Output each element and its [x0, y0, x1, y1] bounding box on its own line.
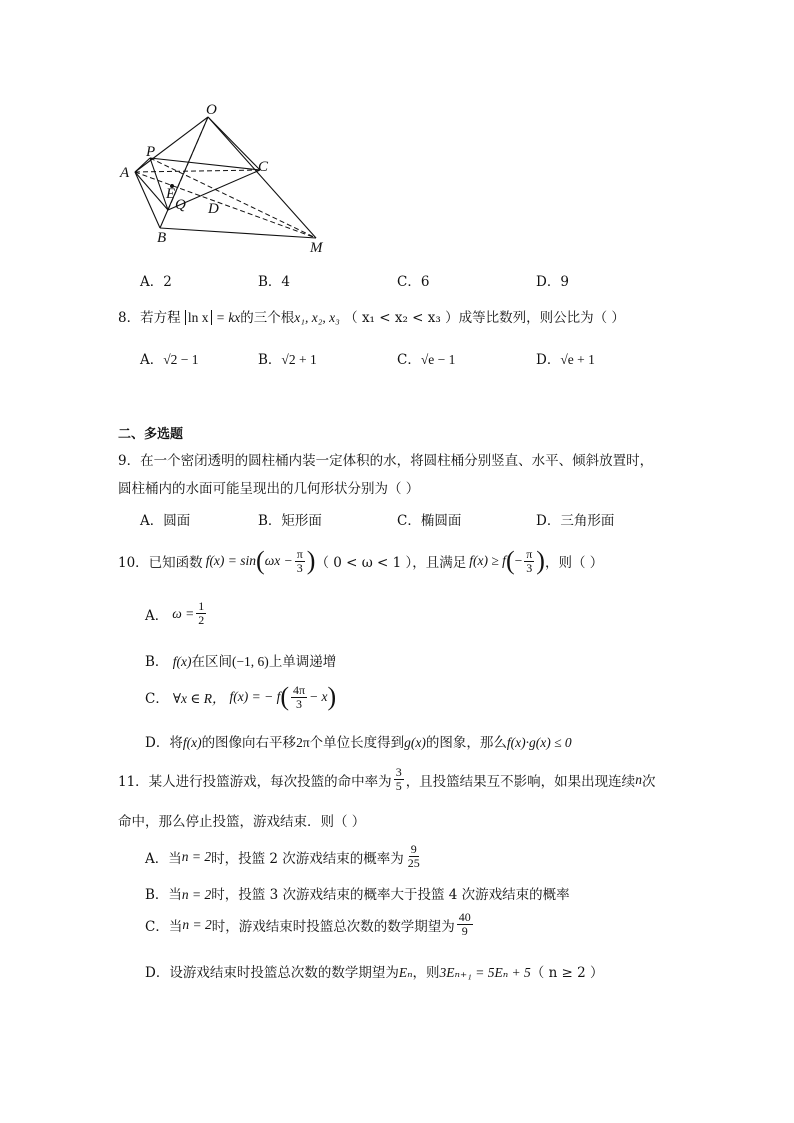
q8-d-value: √e + 1: [560, 352, 595, 367]
q7-option-a: A．2: [140, 274, 172, 290]
label-C: C: [258, 159, 269, 175]
q10-option-c: C． ∀x ∈ R， f(x) = − f ( $\frac{4\pi}{3}$ − x ): [145, 682, 337, 711]
q11-d-equation: 3Eₙ₊₁ = 5Eₙ + 5: [439, 965, 531, 980]
q8-option-b: [258, 348, 317, 368]
q8-c-label: C．: [397, 352, 421, 368]
q10-c-forall: ∀x ∈ R，: [172, 691, 226, 706]
q10-tail: ，则（ ）: [544, 555, 604, 571]
q9-option-a: A．圆面: [140, 513, 191, 529]
q8-number: 8．: [118, 310, 141, 326]
q10-c-num: 4π: [293, 682, 306, 697]
label-M: M: [310, 240, 323, 256]
q11-b-text-1: B．当: [145, 887, 182, 903]
q8-option-a: [140, 348, 199, 368]
question-11-line-1: [118, 766, 655, 793]
q9-option-c: C．椭圆面: [397, 513, 462, 529]
q10-d-gx: g(x): [404, 735, 426, 750]
q11-b-text-2: 时，投篮 3 次游戏结束的概率大于投篮 4 次游戏结束的概率: [211, 887, 570, 903]
q11-d-condition: （ n ≥ 2 ）: [530, 965, 604, 981]
q8-text-1: 若方程: [140, 310, 181, 326]
q10-b-fx: f(x): [172, 654, 192, 669]
q11-p-num: 3: [395, 765, 402, 779]
q10-c-label: C．: [145, 691, 169, 707]
q11-c-n: n = 2: [182, 916, 212, 932]
q11-text-2: ，且投篮结果互不影响，如果出现连续: [405, 773, 636, 790]
q8-option-c: [397, 348, 455, 368]
q10-c-fx: f(x) = − f: [229, 689, 281, 704]
q11-a-text-2: 时，投篮 2 次游戏结束的概率为: [211, 850, 404, 867]
q11-option-a: [145, 843, 424, 870]
question-11-line-2: 命中，那么停止投篮，游戏结束．则（ ）: [118, 814, 366, 830]
q11-c-num: 40: [458, 910, 471, 924]
q8-condition: （ x₁ < x₂ < x₃ ）: [344, 310, 459, 326]
q10-pi-2: π: [526, 546, 533, 561]
label-Q: Q: [175, 197, 186, 213]
q8-text-2: 的三个根: [240, 310, 295, 326]
q10-ineq: f(x) ≥ f: [469, 553, 506, 568]
q8-b-label: B．: [258, 352, 282, 368]
q10-d-label: D．将: [145, 735, 183, 751]
q8-c-value: √e − 1: [420, 352, 456, 367]
q10-b-text: 在区间: [191, 654, 232, 670]
q10-b-label: B．: [145, 654, 169, 670]
q11-option-b: [145, 883, 570, 903]
q11-text-1: 11．某人进行投篮游戏，每次投篮的命中率为: [118, 773, 392, 790]
q11-a-num: 9: [410, 842, 417, 856]
q11-n: n: [635, 771, 642, 787]
q10-d-fx: f(x): [182, 735, 202, 750]
q11-b-n: n = 2: [181, 887, 212, 902]
q10-b-interval: (−1, 6): [231, 654, 269, 669]
q8-a-label: A．: [140, 352, 164, 368]
label-D: D: [208, 201, 219, 217]
q7-option-c: C．6: [397, 274, 430, 290]
q10-fx: f(x) = sin: [205, 553, 257, 568]
q10-a-label: A．: [145, 607, 169, 624]
q8-eq: = kx: [215, 310, 241, 325]
q10-three-2: 3: [526, 560, 533, 575]
q10-option-a: [145, 600, 208, 627]
label-P: P: [146, 144, 156, 160]
q10-d-text-1: 的图像向右平移: [201, 735, 297, 751]
q11-c-den: 9: [461, 924, 468, 938]
q11-p-den: 5: [395, 779, 402, 793]
q8-option-d: [536, 348, 595, 368]
q8-b-value: √2 + 1: [281, 352, 317, 367]
label-O: O: [206, 102, 217, 118]
q10-neg: −: [514, 553, 523, 568]
q10-b-text-2: 上单调递增: [268, 654, 337, 670]
question-10-stem: 10．已知函数 f(x) = sin ( ωx − $\frac{\pi}{3}$ ) （ 0 < ω < 1 ），且满足 f(x) ≥ f ( − $\frac{\pi}{3}$ ) ，则（ ）: [118, 546, 604, 575]
q9-option-b: B．矩形面: [258, 513, 322, 529]
q11-option-d: [145, 961, 604, 981]
q8-roots: x₁, x₂, x₃: [294, 310, 340, 325]
q11-a-n: n = 2: [181, 848, 212, 864]
q10-condition: （ 0 < ω < 1 ），且满足: [315, 555, 467, 571]
q11-c-text-2: 时，游戏结束时投篮总次数的数学期望为: [211, 918, 455, 935]
q11-d-text-1: D．设游戏结束时投篮总次数的数学期望为: [145, 965, 399, 981]
q10-d-text-2: 个单位长度得到: [309, 735, 405, 751]
q8-d-label: D．: [536, 352, 561, 368]
q10-a-num: 1: [198, 599, 205, 613]
question-9-line-2: 圆柱桶内的水面可能呈现出的几何形状分别为（ ）: [118, 481, 420, 497]
q11-a-text-1: A．当: [145, 850, 182, 867]
q9-option-d: D．三角形面: [536, 513, 615, 529]
q11-option-c: [145, 911, 475, 938]
q8-text-3: 成等比数列，则公比为（ ）: [458, 310, 625, 326]
q10-c-x: − x: [309, 689, 328, 704]
q11-d-text-2: ，则: [412, 965, 440, 981]
label-B: B: [157, 230, 167, 246]
q11-c-text-1: C．当: [145, 918, 183, 935]
q10-arg: ωx −: [264, 553, 293, 568]
q11-a-den: 25: [407, 856, 420, 870]
q11-d-en: Eₙ: [398, 965, 413, 980]
q10-a-den: 2: [198, 613, 205, 627]
q10-pi: π: [296, 546, 303, 561]
q8-abs-lnx: ln x: [185, 310, 212, 325]
q10-three: 3: [296, 560, 303, 575]
section-heading-multi-choice: 二、多选题: [118, 427, 184, 442]
q11-text-3: 次: [641, 773, 656, 790]
label-E: E: [166, 186, 176, 202]
geometry-figure: [110, 98, 350, 258]
q8-a-value: √2 − 1: [163, 352, 199, 367]
q10-option-b: [145, 650, 336, 670]
q10-a-omega: ω =: [172, 605, 195, 621]
q7-option-b: B．4: [258, 274, 291, 290]
question-9-line-1: 9．在一个密闭透明的圆柱桶内装一定体积的水，将圆柱桶分别竖直、水平、倾斜放置时，: [118, 453, 654, 469]
q10-d-2pi: 2π: [296, 735, 310, 750]
label-A: A: [120, 165, 130, 181]
q10-d-fg: f(x)·g(x) ≤ 0: [506, 735, 572, 750]
q10-c-den: 3: [296, 696, 303, 711]
question-8-stem: [118, 306, 625, 326]
q10-number: 10．已知函数: [118, 555, 203, 571]
q7-option-d: D．9: [536, 274, 569, 290]
q10-option-d: [145, 731, 572, 751]
q10-d-text-3: 的图象，那么: [425, 735, 507, 751]
